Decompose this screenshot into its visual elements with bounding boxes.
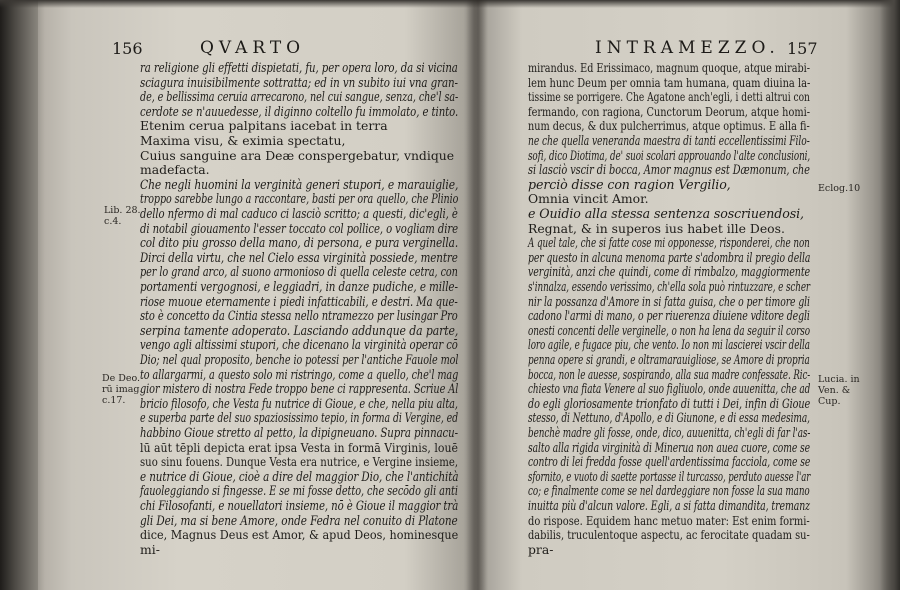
text-line: gli Dei, ma si bene Amore, onde Fedra nel conuito di Platone [140,512,458,528]
text-line: pra- [528,541,554,557]
text-line: per lo grand arco, al suono armonioso di quella celeste cetra, con [140,264,458,280]
text-line: gior mistero di nostra Fede troppo bene ci rappresenta. Scriue Al [140,381,459,397]
text-line: sto è concetto da Cintia stessa nello ntramezzo per lusingar Pro [140,308,458,324]
text-line: mi- [140,541,160,557]
text-line: inuitta più d'alcun valore. Egli, a si fatta dimandita, tremanz [528,498,811,513]
text-line: A quel tale, che si fatte cose mi opponesse, risponderei, che non [528,235,810,251]
text-line: e Ouidio alla stessa sentenza soscriuendosi, [528,206,804,221]
page-edge-shadow [880,0,900,590]
text-line: de, e bellissima ceruia arrecarono, nel cui sangue, senza, che'l sa- [140,89,459,105]
margin-note-eclog: Eclog.10 [818,183,861,194]
text-line: Dirci della virtu, che nel Cielo essa virginità possiede, mentre [140,249,458,265]
text-line: riose muoue eternamente i piedi infatticabili, e destri. Ma que- [140,293,458,309]
text-line: fermando, con ragiona, Cunctorum Deorum, atque homi- [528,103,811,119]
text-line: lem hunc Deum per omnia tam humana, quam diuina la- [528,74,811,90]
text-line: e nutrice di Gioue, cioè a dire del maggior Dio, che l'antichità [140,468,459,484]
text-line: chiesto vna fiata Venere al suo figliuolo, onde auuenitta, che ad [528,381,811,397]
text-line: nir la possanza d'Amore in si fatta guisa, che o per timore gli [528,293,810,309]
text-line: cerdote se n'auuedesse, il diginno coltello fu immolato, e tinto. [140,103,459,119]
text-line: do egli gloriosamente trionfato di tutti i Dei, infin di Gioue [528,395,811,411]
text-line: verginità, anzi che quindi, come di rimbalzo, maggiormente [528,264,811,280]
text-line: Dio; nel qual proposito, benche io potessi per l'antiche Fauole mol [140,352,459,367]
text-line: sofi, dico Diotima, de' suoi scolari approuando l'alte conclusioni, [528,147,811,163]
text-line: sfornito, e vuoto di saette portasse il turcasso, perduto auesse l'ar [528,468,811,484]
text-line: num decus, & dux pulcherrimus, atque optimus. E alla fi- [528,118,810,134]
text-line: s'innalza, essendo verissimo, ch'ella sola può rintuzzare, e scher [528,279,811,294]
text-line: bricio filosofo, che Vesta fu nutrice di Gioue, e che, nella piu alta, [140,395,458,411]
text-line: ra religione gli effetti dispietati, fu, per opera loro, da si vicina [140,60,458,75]
text-line: chi Filosofanti, e nouellatori insieme, nō è Gioue il maggior trà [140,498,459,513]
text-line: benchè madre gli fosse, onde, dico, auuenitta, ch'egli di far l'as- [528,425,811,440]
text-line: serpina tamente adoperato. Lasciando addunque da parte, [140,322,459,338]
text-line: contro di lei fredda fosse quell'ardentissima facciola, come se [528,454,811,470]
text-line: Omnia vincit Amor. [528,191,649,207]
text-line: vengo agli altissimi stupori, che dicenano la virginità operar cō [140,337,458,353]
text-line: co; e finalmente come se nel dardeggiare non fosse la sua mano [528,483,810,499]
text-line: lū aūt tēpli depicta erat ipsa Vesta in formā Virginis, louē [140,439,458,455]
text-line: dabilis, truculentoque aspectu, ac ferocitate quadam su- [528,527,810,543]
text-line: tissime se porrigere. Che Agatone anch'egli, i detti altrui con [528,89,810,105]
text-line: madefacta. [140,162,210,178]
text-line: Regnat, & in superos ius habet ille Deos. [528,220,785,236]
text-line: onesti concenti delle verginelle, o non ha lena da seguir il corso [528,322,810,338]
left-page-number: 156 [112,39,143,58]
text-line: penna opere si grandi, e oltramarauigliose, se Amore di propria [528,352,810,367]
right-page-number: 157 [787,39,818,58]
text-line: do rispose. Equidem hanc metuo mater: Est enim formi- [528,512,810,528]
margin-note-lucian: Lucia. in Ven. & Cup. [818,374,860,407]
text-line: Etenim cerua palpitans iacebat in terra [140,118,388,134]
text-line: fauoleggiando si fingesse. E se mi fosse detto, che secōdo gli anti [140,483,458,499]
text-line: mirandus. Ed Erissimaco, magnum quoque, atque mirabi- [528,60,810,75]
text-line: dello nfermo di mal caduco ci lasciò scritto; a questi, dic'egli, è [140,206,458,221]
text-line: troppo sarebbe lungo a raccontare, basti per ora quello, che Plinio [140,191,459,207]
text-line: per questo in alcuna menoma parte s'adombra il pregio della [528,249,811,265]
right-page [470,0,900,590]
text-line: stesso, di Nettuno, d'Apollo, e di Giunone, e di essa medesima, [528,410,810,426]
left-running-head: QVARTO [200,38,306,58]
text-line: habbino Gioue stretto al petto, la dipigneuano. Supra pinnacu- [140,425,458,440]
text-line: si lasciò vscir di bocca, Amor magnus est Dæmonum, che [528,162,810,178]
text-line: e superba parte del suo spaziosissimo tepio, in forma di Vergine, ed [140,410,459,426]
margin-note-albricio: De Deo. rū imag. c.17. [102,373,143,406]
text-line: Che negli huomini la verginità generi stupori, e marauiglie, [140,176,459,192]
text-line: salto alla rigida virginità di Minerua non auea cuore, come se [528,439,810,455]
text-line: col dito piu grosso della mano, di persona, e pura verginella. [140,235,459,251]
text-line: to allargarmi, a questo solo mi ristringo, come a quello, che'l mag [140,366,459,382]
margin-note-plinio: Lib. 28. c.4. [104,205,141,227]
text-line: suo sinu fouens. Dunque Vesta era nutrice, e Vergine insieme, [140,454,459,470]
text-line: bocca, non le auesse, sospirando, alla sua madre confessate. Ric- [528,366,811,382]
text-line: sciagura inuisibilmente sottratta; ed in vn subito iui vna gran- [140,74,458,90]
text-line: Maxima visu, & eximia spectatu, [140,133,346,148]
text-line: portamenti vergognosi, e leggiadri, in danze pudiche, e mille- [140,279,458,294]
text-line: dice, Magnus Deus est Amor, & apud Deos, hominesque [140,527,459,543]
text-line: loro agile, e fugace piu, che vento. Io non mi lascierei vscir della [528,337,810,353]
text-line: Cuius sanguine ara Deæ conspergebatur, vndique [140,147,455,163]
right-running-head: INTRAMEZZO. [595,38,780,58]
text-line: perciò disse con ragion Vergilio, [528,176,731,192]
text-line: di notabil giouamento l'esser toccato col pollice, o vogliam dire [140,220,458,236]
text-line: ne che quella veneranda maestra di tanti eccellentissimi Filo- [528,133,810,148]
text-line: cadono l'armi di mano, o per riuerenza diuiene vditore degli [528,308,810,324]
